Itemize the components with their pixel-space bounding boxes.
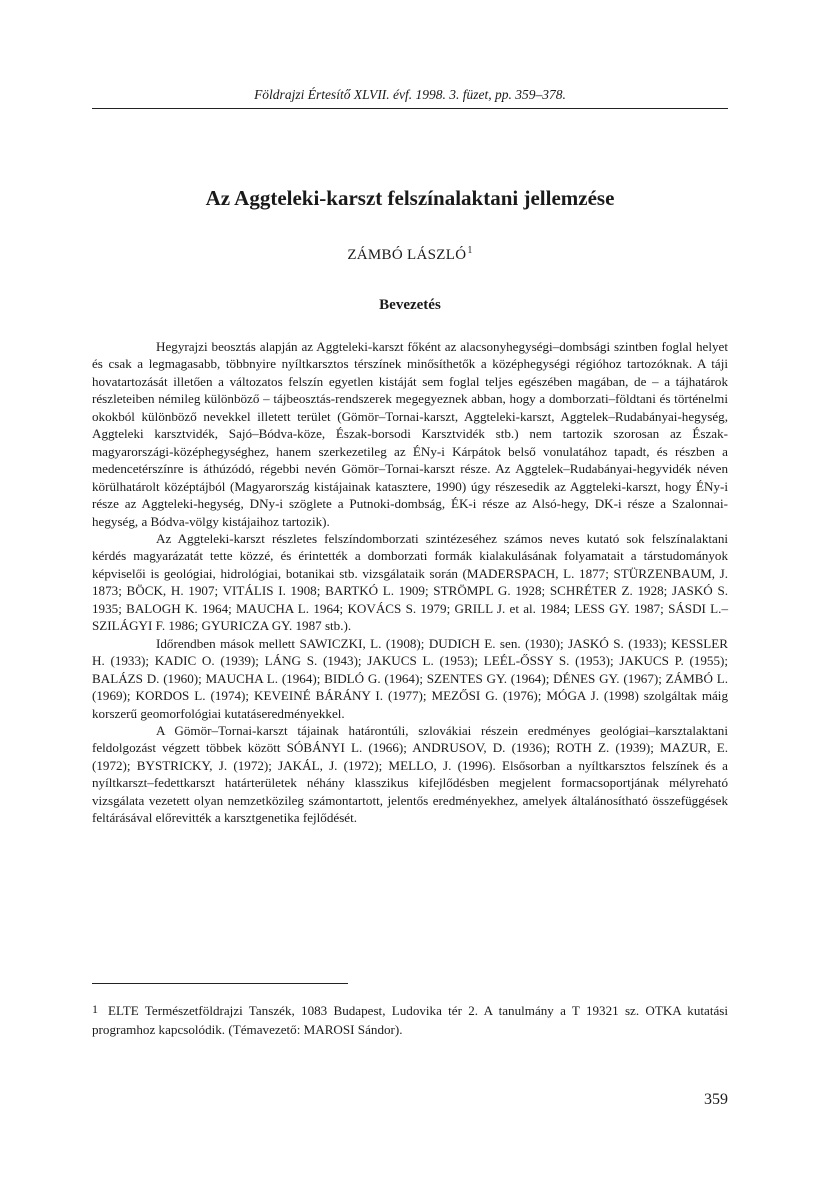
paragraph-4: A Gömör–Tornai-karszt tájainak határontúli, szlovákiai részein eredményes geológiai–karsztalaktani feldolgozást végzett többek között SÓBÁNYI L. (1966); ANDRUSOV, D. (1936); ROTH Z. (1939); MAZUR, E. (1972); BYSTRICKY, J. (1972); JAKÁL, J. (1972); MELLO, J. (1996). Elsősorban a nyíltkarsztos felszínek és a nyíltkarszt–fedettkarszt határterületek néhány klasszikus kifejlődésben megjelent formacsoportjának mélyreható vizsgálata vezetett olyan nemzetközileg számontartott, jelentős eredményekhez, amelyek általánosítható összefüggések feltárásával előrevitték a karsztgenetika fejlődését.: [92, 722, 728, 826]
author-footnote-ref: 1: [467, 245, 473, 256]
paragraph-1: Hegyrajzi beosztás alapján az Aggteleki-karszt főként az alacsonyhegységi–dombsági szintben foglal helyet és csak a legmagasabb, többnyire nyíltkarsztos térszínek minősíthetők a középhegységi régióhoz tartozóknak. A táji hovatartozását illetően a változatos felszín egyetlen kistáját sem foglal teljes egészében magában, de – a tájhatárok részleteiben némileg különböző – tájbeosztás-rendszerek megegyeznek abban, hogy a domborzati–földtani és történelmi okokból különböző nevekkel illetett terület (Gömör–Tornai-karszt, Aggteleki-karszt, Aggtelek–Rudabányai-hegység, Aggteleki karsztvidék, Sajó–Bódva-köze, Észak-borsodi Karsztvidék stb.) nem tartozik szorosan az Észak-magyarországi-középhegységhez, hanem szerkezetileg az ÉNy-i Kárpátok belső vonulatához tapadt, és részben a medencetérszínre is áthúzódó, régebbi nevén Gömör–Tornai-karszt része. Az Aggtelek–Rudabányai-hegyvidék néven körülhatárolt középtájból (Magyarország kistájainak katasztere, 1990) úgy részesedik az Aggteleki-karszt, hogy ÉNy-i része az Aggteleki-hegység, DNy-i szöglete a Putnoki-dombság, ÉK-i része az Alsó-hegy, DK-i része a Szalonnai-hegység, a Bódva-völgy kistájaihoz tartozik).: [92, 339, 728, 529]
running-head: Földrajzi Értesítő XLVII. évf. 1998. 3. füzet, pp. 359–378.: [254, 87, 566, 102]
footnote-rule: [92, 983, 348, 984]
footnote-text: ELTE Természetföldrajzi Tanszék, 1083 Budapest, Ludovika tér 2. A tanulmány a T 19321 sz. OTKA kutatási programhoz kapcsolódik. (Témavezető: MAROSI Sándor).: [92, 1003, 728, 1037]
author-line: [92, 241, 728, 265]
page-number: 359: [704, 1091, 728, 1108]
footnote: [92, 1000, 728, 1039]
article-title: Az Aggteleki-karszt felszínalaktani jellemzése: [205, 186, 615, 210]
author-name: ZÁMBÓ LÁSZLÓ: [347, 247, 467, 263]
footnote-mark: 1: [92, 1002, 98, 1016]
paragraph-2: Az Aggteleki-karszt részletes felszíndomborzati szintézeséhez számos neves kutató sok felszínalaktani kérdés magyarázatát tette közzé, és érintették a domborzati formák kialakulásának folyamatait a társtudományok képviselői is geológiai, hidrológiai, botanikai stb. vizsgálataik során (MADERSPACH, L. 1877; STÜRZENBAUM, J. 1873; BÖCK, H. 1907; VITÁLIS I. 1908; BARTKÓ L. 1909; STRÖMPL G. 1928; SCHRÉTER Z. 1928; JASKÓ S. 1935; BALOGH K. 1964; MAUCHA L. 1964; KOVÁCS S. 1979; GRILL J. et al. 1984; LESS GY. 1987; SÁSDI L.–SZILÁGYI F. 1986; GYURICZA GY. 1987 stb.).: [92, 530, 728, 634]
header-rule: [92, 108, 728, 109]
paragraph-3: Időrendben mások mellett SAWICZKI, L. (1908); DUDICH E. sen. (1930); JASKÓ S. (1933); KESSLER H. (1933); KADIC O. (1939); LÁNG S. (1943); JAKUCS L. (1953); LEÉL-ŐSSY S. (1953); JAKUCS P. (1955); BALÁZS D. (1960); MAUCHA L. (1964); BIDLÓ G. (1964); SZENTES GY. (1964); DÉNES GY. (1967); ZÁMBÓ L. (1969); KORDOS L. (1974); KEVEINÉ BÁRÁNY I. (1977); MEZŐSI G. (1976); MÓGA J. (1998) szolgáltak máig korszerű geomorfológiai kutatáseredményekkel.: [92, 635, 728, 721]
body-text: [92, 338, 728, 827]
section-heading: Bevezetés: [379, 297, 441, 313]
